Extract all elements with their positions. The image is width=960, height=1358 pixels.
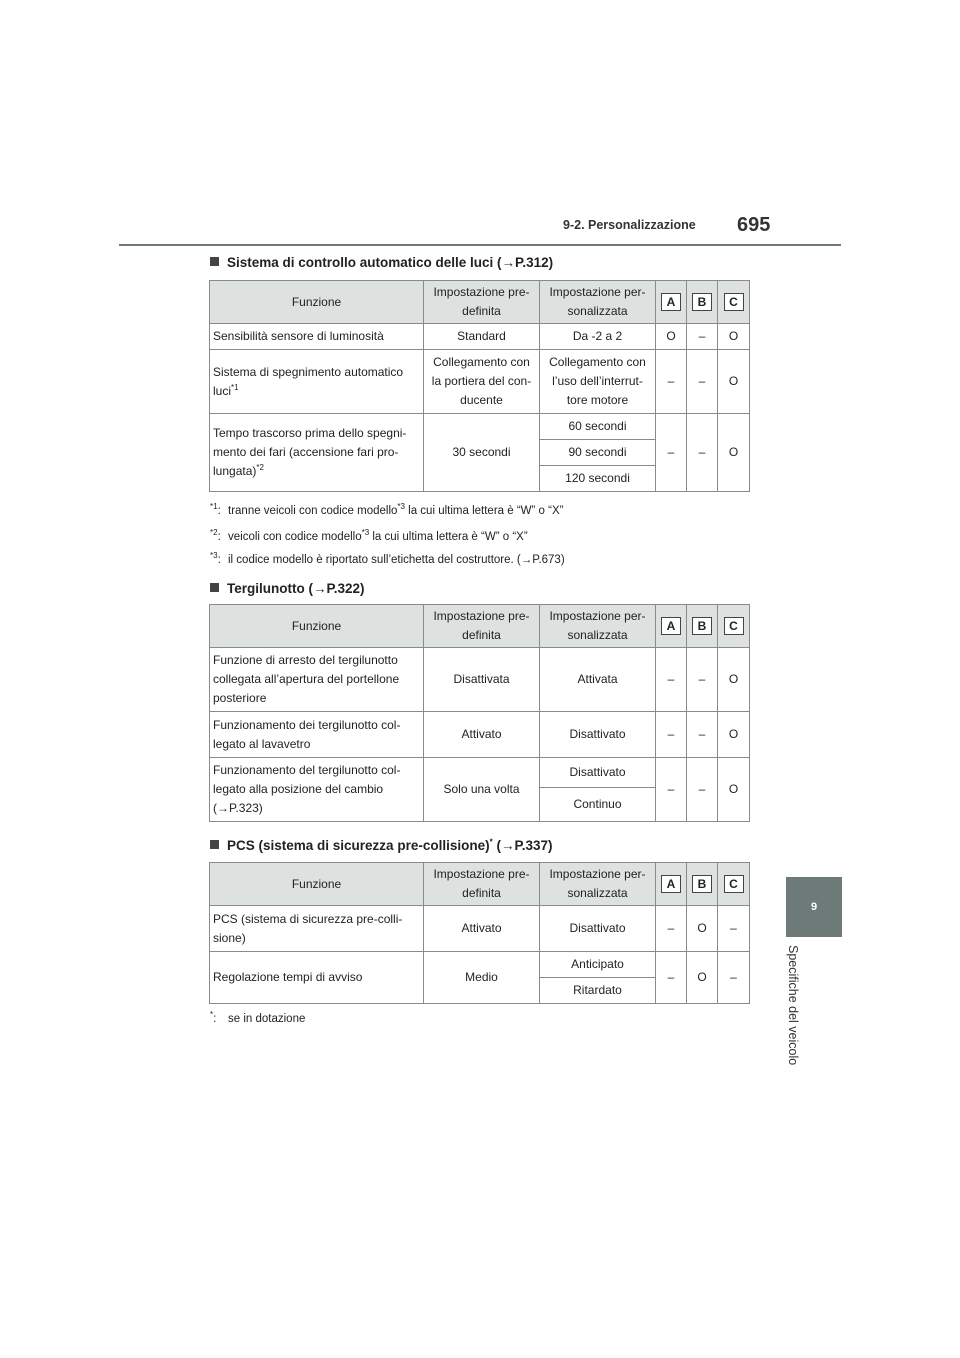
- cell-a: –: [656, 712, 687, 758]
- cell-c: O: [718, 712, 750, 758]
- cell-personalizzata: 90 secondi: [540, 440, 656, 466]
- cell-funzione: Regolazione tempi di avviso: [210, 952, 424, 1004]
- table-pcs: [209, 862, 750, 1004]
- section-title-pcs: PCS (sistema di sicurezza pre-collisione)* (→P.337): [210, 838, 553, 853]
- cell-personalizzata: Disattivato: [540, 712, 656, 758]
- cell-c: O: [718, 758, 750, 822]
- chapter-number: 9: [810, 901, 818, 913]
- cell-a: –: [656, 758, 687, 822]
- cell-a: –: [656, 906, 687, 952]
- col-header-predefinita: Impostazione pre- definita: [424, 863, 540, 906]
- section-title-text: Tergilunotto (→P.322): [227, 581, 365, 596]
- cell-c: –: [718, 952, 750, 1004]
- col-header-personalizzata: Impostazione per- sonalizzata: [540, 605, 656, 648]
- table-row: [210, 324, 750, 350]
- table-row: [210, 648, 750, 712]
- cell-funzione: Sensibilità sensore di luminosità: [210, 324, 424, 350]
- cell-a: –: [656, 350, 687, 414]
- cell-c: O: [718, 648, 750, 712]
- section-title-text: PCS (sistema di sicurezza pre-collisione): [227, 838, 490, 853]
- cell-b: –: [687, 712, 718, 758]
- cell-c: –: [718, 906, 750, 952]
- cell-c: O: [718, 350, 750, 414]
- col-header-c: C: [718, 605, 750, 648]
- cell-predefinita: Standard: [424, 324, 540, 350]
- bullet-square-icon: [210, 840, 219, 849]
- cell-predefinita: Attivato: [424, 712, 540, 758]
- cell-personalizzata: Disattivato: [540, 906, 656, 952]
- cell-personalizzata: Disattivato: [540, 758, 656, 788]
- cell-funzione: Tempo trascorso prima dello spegni- mento dei fari (accensione fari pro- lungata)$^{*2}$: [210, 414, 424, 492]
- page-number: 695: [737, 214, 771, 236]
- cell-b: O: [687, 906, 718, 952]
- cell-c: O: [718, 324, 750, 350]
- cell-b: –: [687, 350, 718, 414]
- table-row: [210, 906, 750, 952]
- table-row: [210, 952, 750, 978]
- bullet-square-icon: [210, 583, 219, 592]
- section-header: 9-2. Personalizzazione: [563, 218, 696, 232]
- col-header-predefinita: Impostazione pre- definita: [424, 281, 540, 324]
- table-tergilunotto: [209, 604, 750, 822]
- cell-a: –: [656, 648, 687, 712]
- cell-a: –: [656, 414, 687, 492]
- section-title-text: Sistema di controllo automatico delle luci (→P.312): [227, 255, 554, 270]
- chapter-tab: [786, 877, 842, 937]
- col-header-funzione: Funzione: [210, 281, 424, 324]
- cell-personalizzata: Ritardato: [540, 978, 656, 1004]
- cell-b: –: [687, 414, 718, 492]
- chapter-label: [778, 945, 808, 1080]
- cell-personalizzata: 60 secondi: [540, 414, 656, 440]
- cell-predefinita: Medio: [424, 952, 540, 1004]
- footnote-dotazione: *: se in dotazione: [210, 1010, 306, 1025]
- section-title-luci: [210, 255, 553, 270]
- chapter-label-text: Specifiche del veicolo: [786, 945, 800, 1066]
- table-controllo-luci: [209, 280, 750, 492]
- cell-b: –: [687, 758, 718, 822]
- col-header-b: B: [687, 281, 718, 324]
- col-header-personalizzata: Impostazione per- sonalizzata: [540, 863, 656, 906]
- cell-predefinita: Attivato: [424, 906, 540, 952]
- cell-funzione: PCS (sistema di sicurezza pre-colli- sione): [210, 906, 424, 952]
- cell-predefinita: Collegamento con la portiera del con- ducente: [424, 350, 540, 414]
- cell-personalizzata: Continuo: [540, 788, 656, 822]
- col-header-c: C: [718, 281, 750, 324]
- col-header-funzione: Funzione: [210, 863, 424, 906]
- col-header-personalizzata: Impostazione per- sonalizzata: [540, 281, 656, 324]
- cell-a: –: [656, 952, 687, 1004]
- footnote-3: $^{*3}$: il codice modello è riportato sull’etichetta del costruttore. (→P.673): [210, 551, 565, 566]
- cell-funzione: Funzionamento dei tergilunotto col- legato al lavavetro: [210, 712, 424, 758]
- col-header-c: C: [718, 863, 750, 906]
- cell-predefinita: 30 secondi: [424, 414, 540, 492]
- col-header-a: A: [656, 605, 687, 648]
- cell-personalizzata: Attivata: [540, 648, 656, 712]
- cell-a: O: [656, 324, 687, 350]
- cell-personalizzata: 120 secondi: [540, 466, 656, 492]
- table-row: [210, 712, 750, 758]
- col-header-funzione: Funzione: [210, 605, 424, 648]
- table-row: [210, 414, 750, 440]
- footnote-1: $^{*1}$: tranne veicoli con codice modello$^{*3}$ la cui ultima lettera è “W” o “X”: [210, 502, 564, 517]
- bullet-square-icon: [210, 257, 219, 266]
- cell-personalizzata: Anticipato: [540, 952, 656, 978]
- col-header-a: A: [656, 281, 687, 324]
- cell-funzione: Sistema di spegnimento automatico luci$^{*1}$: [210, 350, 424, 414]
- cell-b: –: [687, 324, 718, 350]
- cell-funzione: Funzione di arresto del tergilunotto collegata all’apertura del portellone posteriore: [210, 648, 424, 712]
- table-row: [210, 350, 750, 414]
- cell-b: –: [687, 648, 718, 712]
- footnote-2: $^{*2}$: veicoli con codice modello$^{*3}$ la cui ultima lettera è “W” o “X”: [210, 528, 528, 543]
- cell-funzione: Funzionamento del tergilunotto col- legato alla posizione del cambio (→P.323): [210, 758, 424, 822]
- col-header-predefinita: Impostazione pre- definita: [424, 605, 540, 648]
- header-divider: [119, 244, 841, 246]
- table-row: [210, 758, 750, 788]
- col-header-b: B: [687, 605, 718, 648]
- col-header-b: B: [687, 863, 718, 906]
- col-header-a: A: [656, 863, 687, 906]
- cell-personalizzata: Da -2 a 2: [540, 324, 656, 350]
- cell-b: O: [687, 952, 718, 1004]
- cell-c: O: [718, 414, 750, 492]
- cell-predefinita: Disattivata: [424, 648, 540, 712]
- cell-personalizzata: Collegamento con l’uso dell’interrut- tore motore: [540, 350, 656, 414]
- cell-predefinita: Solo una volta: [424, 758, 540, 822]
- section-title-tergilunotto: [210, 581, 365, 596]
